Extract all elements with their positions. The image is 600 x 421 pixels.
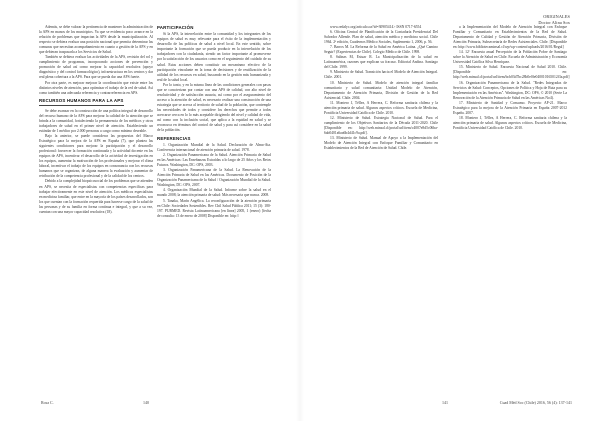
body-paragraph: Se debe avanzar en la construcción de una política integral de desarrollo del recurso humano de la APS para mejorar la calidad de la atención que se brinda a la comunidad, fortaleciendo la permanencia de los médicos y otros trabajadores de salud en el primer nivel de atención. Estableciendo un estándar de 1 médico por 2.000 personas a cargo como mínimo deseable. [39, 108, 153, 133]
body-paragraph: También se debiera evaluar las actividades de la APS, revisión del rol y cumplimiento de programas, incorporando acciones de prevención y promoción de salud así como mejorar la capacidad resolutiva (apoyo diagnóstico y del control farmacológico), infraestructura en los centros y dar real plena cobertura a la APS. Para que se pueda dar una APS fuerte. [39, 55, 153, 80]
body-paragraph: Por otra parte, es mejorar mejorar la coordinación que existe entre los distintos niveles de atención, para optimizar el trabajo de la red de salud. Así como también una adecuada referencia y contrarreferencia en APS. [39, 80, 153, 95]
running-head [538, 14, 570, 25]
reference-entry: a la Implementación del Modelo de Atención Integral con Enfoque Familiar y Comunitario en Establecimientos de la Red de Salud. Departamento de Calidad y Gestión de Atención Primaria, División de Atención Primaria, Subsecretaría de Redes Asistenciales. Chile. [Disponible en: http://www.bibliotecaminsal.cl/wp/wp-content/uploads/2016/01/Regul] [453, 25, 567, 50]
running-head-author: Doctor Alina Sox [538, 19, 570, 25]
reference-entry: 14. 12º Encuesta anual Percepción de la Población Pobre de Santiago sobre la Atención de Salud en Chile. Escuela de Administración y Economía Universidad Católica Silva Henríquez. [453, 50, 567, 65]
footer-author: Rosa C. [41, 400, 54, 405]
left-page-number: 140 [143, 400, 149, 405]
reference-entry: 16. Organización Panamericana de la Salud. "Redes Integradas de Servicios de Salud: Conceptos, Opciones de Política y Hoja de Ruta para su Implementación en las Américas". Washington, DC: OPS, © 2010 (Serie La Renovación de la Atención Primaria de Salud en las Américas No4). [453, 80, 567, 100]
running-head-section: ORIGINALES [543, 14, 570, 19]
left-page-column-2 [157, 25, 271, 219]
section-heading: REFERENCIAS [157, 135, 191, 141]
reference-entry: www.redalyc.org/articulo.oa?id=30905414> ISSN 0717-6554 [330, 25, 422, 29]
reference-entry: 2. Organización Panamericana de la Salud. Atención Primaria de Salud en las Américas: Las Enseñanzas Extraídas a lo largo de 25 Años y los Retos Futuros. Washington, DC: OPS, 2003. [157, 153, 271, 168]
reference-entry: 3. Organización Panamericana de la Salud. La Renovación de la Atención Primaria de Salud en las Américas. Documento de Posición de la Organización Panamericana de la Salud / Organización Mundial de la Salud. Washington, DC: OPS, 2007. [157, 168, 271, 188]
left-page-column-1 [39, 25, 153, 215]
reference-entry: 1. Organización Mundial de la Salud. Declaración de Alma-Ata. Conferencia internacional de atención primaria de salud. 1978. [157, 143, 271, 153]
right-page-column-1 [324, 25, 438, 151]
body-paragraph: Bajo la anterior, se puede considerar las propuestas del Marco Estratégico para la mejora de la APS en España (7), que plantea las siguientes condiciones para mejorar la participación y el desarrollo profesional: favorecer la formación continuada y la actividad docente en los equipos de APS, incentivar el desarrollo de la actividad de investigación en los equipos, aumentar la motivación de los profesionales y mejorar el clima laboral, incentivar el trabajo de los equipos en consonancia con los recursos humanos que se organizan, de alguna manera la evaluación y aumentar de retribución de la competencia profesional y de la calidad de los centros. [39, 134, 153, 179]
right-page [300, 0, 600, 421]
reference-entry: 13. Ministerio de Salud. Manual de Apoyo a la Implementación del Modelo de Atención Integral con Enfoque Familiar y Comunitario en Establecimientos de la Red de Atención de Salud. Chile. [324, 136, 438, 151]
right-page-column-2 [453, 25, 570, 131]
body-paragraph: Por lo tanto, y en la misma línea de las condiciones generales con pasos que se caracterizan por contar con una APS de calidad, con alto nivel de resolutividad y de satisfacción usuaria, así como por el aseguramiento del acceso a la atención de salud, es necesario realizar una construcción de una estrategia que se acerca al territorio de salud de la población, que contemple las necesidades de todos y considere los derechos que permite a todos acercarse cerca en lo lo más aceptable dirigiendo del nivel y calidad de vida, así como con la inclusión social, que aplica a la equidad en salud y se reconozca en términos del control de salud y para así considere en la salud de la población. [157, 82, 271, 133]
reference-entry: 12. Ministerio de Salud. Estrategia Nacional de Salud. Para el cumplimiento de los Objetivos Sanitarios de la Década 2011-2020. Chile [Disponible en: http://web.minsal.cl/portal/url/item/c4007e8d5c06ba-6ab0401a6aa6b4d41c9a.pdf]. [324, 115, 438, 135]
reference-entry: 18. Montero J, Téllez, A Herrera, C. Reforma sanitaria chilena y la atención primaria de salud. Algunos aspectos críticos. Escuela de Medicina, Pontificia Universidad Católica de Chile. 2010. [453, 115, 567, 130]
reference-entry: 8. Salinas M, Estuar R. La Municipalización de la salud en Latinoamérica, razones que explican su fracaso. Editorial Andina. Santiago del Chile. 1999. [324, 55, 438, 70]
reference-entry: 10. Ministerio de Salud. Modelo de atención integral familiar comunitario y salud comunitaria: Unidad Modelo de Atención, Departamento de Atención Primaria, División de Gestión de la Red Asistencial. Chile. 2004. [324, 80, 438, 100]
reference-entry: 7. Barros M. La Reforma de la Salud en América Latina. ¿Qué Camino Seguir? (Experiencias de Chile). Colegio Médico de Chile. 1998. [324, 45, 438, 55]
section-heading: PARTICIPACIÓN [157, 25, 194, 30]
body-paragraph: Debido a la complejidad biopsicosocial de los problemas que se atienden en APS, se necesita de especialistas con competencias específicas para trabajar efectivamente en este nivel de atención. Los médicos especialistas en medicina familiar, que entre en la mayoría de los países desarrollados, son los que cuentan con la formación requerida para hacerse cargo de la salud de las personas y de su familia en forma continua e integral, y que a su vez, cuentan con una mayor capacidad resolutiva (18). [39, 179, 153, 214]
right-page-number: 141 [442, 400, 448, 405]
body-paragraph: Además, se debe valorar la pertinencia de mantener la administración de la APS en manos de los municipios. Ya que se evidencia poco avance en la relación de problemas que impactan la APS desde la municipalización. Al respecto se debiera evaluar una posición nacional que permita determinar las comunas que necesitan acompañamiento en cuanto a gestión de la APS y en que debieran traspasarla a los Servicios de Salud. [39, 25, 153, 55]
reference-entry: 15. Ministerio de Salud. Encuesta Nacional de Salud 2010. Chile. [Disponible en: http://web.minsal.cl/portal/url/item/bcb03d7bc28b0e0fe040010165012f3a.pdf] [453, 65, 570, 80]
footer-journal-citation: Cuad Méd Soc (Chile) 2016, 56 (4): 137-141 [499, 400, 572, 405]
reference-entry: 17. Ministerio de Sanidad y Consumo. Proyecto AP-21. Marco Estratégico para la mejora de la Atención Primaria en España 2007-2012 España. 2007. [453, 100, 567, 115]
reference-entry: 9. Ministerio de Salud. Transición hacia el Modelo de Atención Integral. Chile. 2001. [324, 70, 438, 80]
reference-entry: 4. Organización Mundial de la Salud. Informe sobre la salud en el mundo 2008; la atención primaria de salud: Más necesaria que nunca. 2008. [157, 188, 271, 198]
body-paragraph: Si la APS, la interrelación entre la comunidad y los integrantes de los equipos de salud es muy relevante para el éxito de la implementación y desarrollo de las políticas de salud a nivel local. En este sentido, sobre importante la formación que se pueda producir en la interrelación de los trabajadores con la ciudadanía, siendo un factor importante al promoverse por la satisfacción de los usuarios como en el seguimiento del cuidado de su salud. Estas acciones deben constituir un mecanismo efectivo de la participación vinculante en la toma de decisiones y de reutilización de la utilidad de los recursos en salud, buscando en la gestión más humanizada y real de la salud local. [157, 32, 271, 82]
section-heading: RECURSOS HUMANOS PARA LA APS [39, 98, 124, 106]
reference-entry: 11. Montero J, Téllez, A Herrera, C. Reforma sanitaria chilena y la atención primaria de salud. Algunos aspectos críticos. Escuela de Medicina, Pontificia Universidad Católica de Chile. 2010. [324, 100, 438, 115]
reference-entry: 5. Tanaka, Marín Angélica. La reconfiguración de la atención primaria en Chile: Sociedades Sostenibles. Rev Chil Salud Pública 2011; 15 (3): 180-197. PUBMED. Revista Latinoamericana [en línea] 2005, 1 (enero) [fecha de consulta: 13 de enero de 2008] Disponible en: http:// [157, 198, 271, 218]
reference-entry: 6. Oficina Central de Planificación de la Contaduría Presidencial Del Salvador Allende. Plan de salud, atención médica y medicina social. Chile 1964. 2ª edición, Cuadernos Médico Sociales, Suplemento 1, 2006, p. 56. [324, 30, 438, 45]
